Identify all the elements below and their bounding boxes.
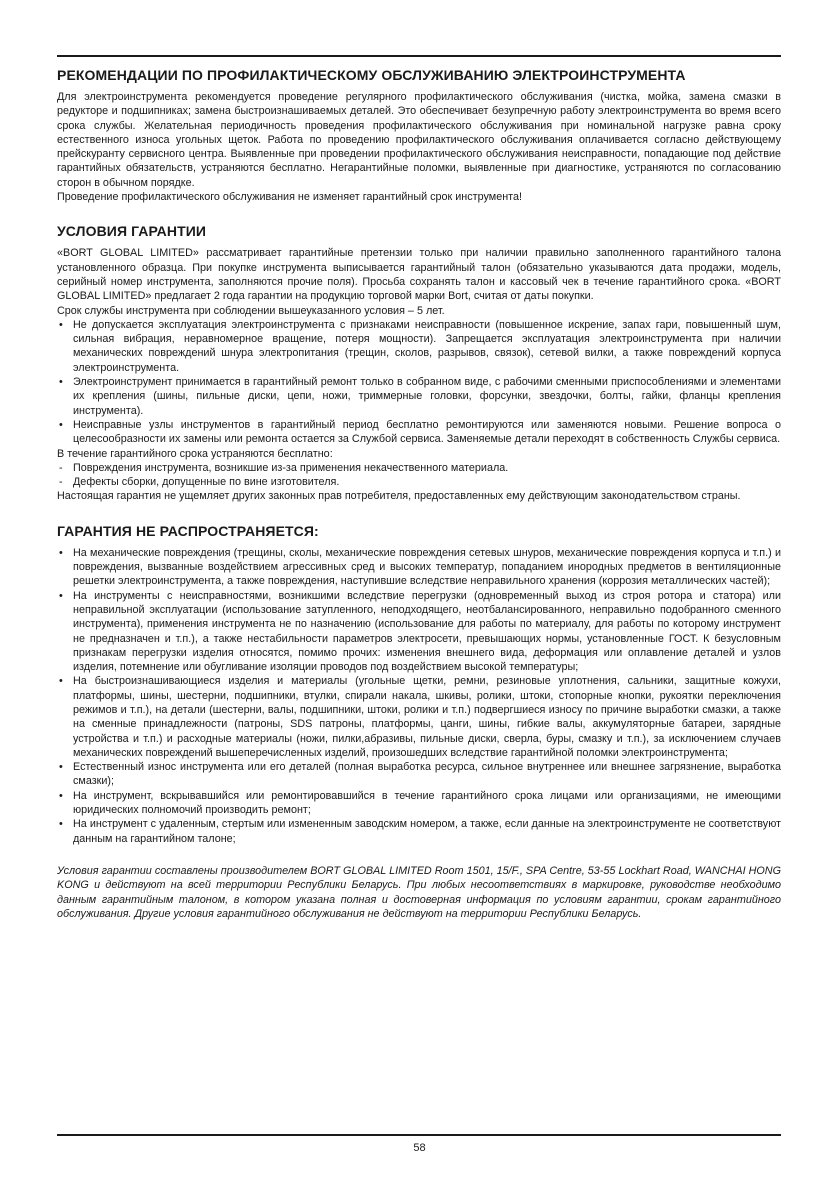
page-content <box>57 66 781 921</box>
warranty-conditions-section <box>57 222 781 503</box>
maintenance-note: Проведение профилактического обслуживания не изменяет гарантийный срок инструмента! <box>57 191 522 204</box>
list-item: • На инструмент, вскрывавшийся или ремонтировавшийся в течение гарантийного срока лицами или организациями, не имеющими юридических полномочий производить ремонт; <box>57 789 781 818</box>
free-repairs-list <box>57 461 781 490</box>
list-item: • На инструменты с неисправностями, возникшими вследствие перегрузки (одновременный выход из строя ротора и статора) или неправильной эксплуатации (использование затупленного, неподходящего, неотбалансированного, неправильно подобранного сменного инструмента), применения инструмента не по назначению (использование для работы по материалу, для работы по которому инструмент не предназначен и т.п.), а также нестабильности параметров электросети, превышающих нормы, установленные ГОСТ. К безусловным признакам перегрузки изделия относятся, помимо прочих: изменения внешнего вида, деформация или оплавление деталей и узлов изделия, потемнение или обугливание изоляции проводов под воздействием высокой температуры; <box>57 589 781 675</box>
bottom-rule <box>57 1134 781 1136</box>
maintenance-heading: РЕКОМЕНДАЦИИ ПО ПРОФИЛАКТИЧЕСКОМУ ОБСЛУЖИВАНИЮ ЭЛЕКТРОИНСТРУМЕНТА <box>57 67 686 83</box>
list-item: • На быстроизнашивающиеся изделия и материалы (угольные щетки, ремни, резиновые уплотнения, сальники, защитные кожухи, платформы, шины, шестерни, подшипники, втулки, спирали накала, шкивы, ролики, штоки, стопорные кнопки, рукоятки переключения режимов и т.п.), на детали (шестерни, валы, подшипники, штоки, ролики и т.п.) подвергшиеся износу по причине выработки смазки, а также на сменные принадлежности (патроны, SDS патроны, платформы, цанги, шины, гибкие валы, аккумуляторные батареи, зарядные устройства и т.п.) и расходные материалы (ножи, пилки,абразивы, пильные диски, сверла, буры, смазку и т.п.), за исключением случаев механических повреждений вышеперечисленных изделий, произошедших вследствие гарантийной поломки электроинструмента; <box>57 674 781 760</box>
warranty-exclusions-section <box>57 522 781 846</box>
warranty-conditions-heading: УСЛОВИЯ ГАРАНТИИ <box>57 223 207 240</box>
top-rule <box>57 55 781 57</box>
free-repairs-paragraph: В течение гарантийного срока устраняются бесплатно: <box>57 447 333 460</box>
list-item: • Неисправные узлы инструментов в гарантийный период бесплатно ремонтируются или заменяются новыми. Решение вопроса о целесообразности их замены или ремонта остается за Службой сервиса. Заменяемые детали переходят в собственность Службы сервиса. <box>57 418 781 447</box>
manufacturer-note: Условия гарантии составлены производителем BORT GLOBAL LIMITED Room 1501, 15/F., SPA Centre, 53-55 Lockhart Road, WANCHAI HONG KONG и действуют на всей территории Республики Беларусь. При любых несоответствиях в маркировке, руководстве необходимо данным гарантийным талоном, в котором указана полная и достоверная информация по условиям гарантии, срокам гарантийного обслуживания. Другие условия гарантийного обслуживания не действуют на территории Республики Беларусь. <box>57 864 781 920</box>
list-item: • На механические повреждения (трещины, сколы, механические повреждения сетевых шнуров, механические повреждения корпуса и т.п.) и повреждения, вызванные воздействием агрессивных сред и высоких температур, попаданием инородных предметов в вентиляционные решетки электроинструмента, а также повреждения, наступившие вследствие неправильного хранения (коррозия металлических частей); <box>57 546 781 589</box>
list-item: - Дефекты сборки, допущенные по вине изготовителя. <box>57 475 781 489</box>
warranty-exclusions-list <box>57 546 781 846</box>
consumer-rights-paragraph: Настоящая гарантия не ущемляет других законных прав потребителя, предоставленных ему действующим законодательством страны. <box>57 490 741 503</box>
list-item: - Повреждения инструмента, возникшие из-за применения некачественного материала. <box>57 461 781 475</box>
warranty-conditions-list <box>57 318 781 447</box>
list-item: • Не допускается эксплуатация электроинструмента с признаками неисправности (повышенное искрение, запах гари, повышенный шум, сильная вибрация, неравномерное вращение, потеря мощности). Запрещается эксплуатация электроинструмента при наличии механических повреждений шнура электропитания (трещин, сколов, разрывов, связок), сетевой вилки, а также повреждений корпуса электроинструмента. <box>57 318 781 375</box>
service-life-paragraph: Срок службы инструмента при соблюдении вышеуказанного условия – 5 лет. <box>57 304 445 317</box>
maintenance-section <box>57 66 781 204</box>
maintenance-paragraph: Для электроинструмента рекомендуется проведение регулярного профилактического обслуживания (чистка, мойка, замена смазки в редукторе и подшипниках; замена быстроизнашиваемых деталей. Это обеспечивает безупречную работу электроинструмента во время всего срока службы. Желательная периодичность проведения профилактического обслуживания при номинальной нагрузке равна сроку естественного износа угольных щеток. Работа по проведению профилактического обслуживания оплачивается согласно действующему прейскуранту сервисного центра. Выявленные при проведении профилактического обслуживания неисправности, попадающие под действие гарантийных обязательств, устраняются бесплатно. Негарантийные поломки, выявленные при диагностике, устраняются по согласованию сторон в обычном порядке. <box>57 91 781 189</box>
page-number: 58 <box>413 1142 426 1154</box>
list-item: • Естественный износ инструмента или его деталей (полная выработка ресурса, сильное внутреннее или внешнее загрязнение, выработка смазки); <box>57 760 781 789</box>
list-item: • На инструмент с удаленным, стертым или измененным заводским номером, а также, если данные на электроинструменте не соответствуют данным на гарантийном талоне; <box>57 817 781 846</box>
list-item: • Электроинструмент принимается в гарантийный ремонт только в собранном виде, с рабочими сменными приспособлениями и элементами их крепления (шины, пильные диски, цепи, ножи, триммерные головки, форсунки, звездочки, болты, гайки, фланцы крепления инструмента). <box>57 375 781 418</box>
warranty-exclusions-heading: ГАРАНТИЯ НЕ РАСПРОСТРАНЯЕТСЯ: <box>57 522 319 539</box>
warranty-intro-paragraph: «BORT GLOBAL LIMITED» рассматривает гарантийные претензии только при наличии правильно заполненного гарантийного талона установленного образца. При покупке инструмента выписывается гарантийный талон (обязательно указываются дата продажи, модель, серийный номер инструмента, заполняются прочие поля). Просьба сохранять талон и кассовый чек в течение гарантийного срока. «BORT GLOBAL LIMITED» предлагает 2 года гарантии на продукцию торговой марки Bort, считая от даты покупки. <box>57 247 781 303</box>
